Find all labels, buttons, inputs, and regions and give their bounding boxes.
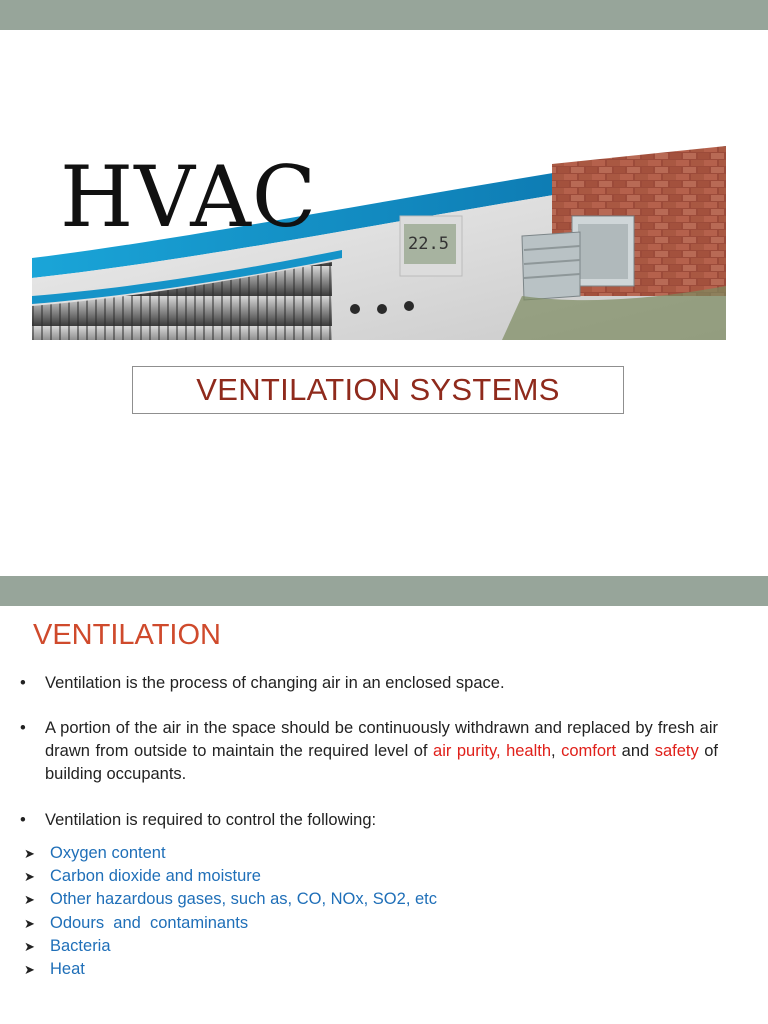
list-item: [24, 865, 437, 888]
subtitle-text: VENTILATION SYSTEMS: [196, 372, 560, 407]
arrow-bullet-icon: ➤: [24, 961, 35, 977]
thermostat-reading: 22.5: [408, 234, 449, 254]
bullet-text-part: and: [616, 742, 655, 760]
bullet-dot: •: [20, 811, 26, 829]
list-item: [24, 935, 437, 958]
arrow-bullet-icon: ➤: [24, 892, 35, 908]
slide-separator: [0, 566, 768, 576]
bullet-text: Ventilation is the process of changing air in an enclosed space.: [45, 674, 505, 692]
bullet-text-part: ,: [551, 742, 562, 760]
list-item-text: Heat: [50, 959, 85, 978]
bullet-text: [45, 717, 718, 786]
controls-list: [24, 842, 437, 981]
arrow-bullet-icon: ➤: [24, 938, 35, 954]
bullet-item: [20, 717, 718, 786]
arrow-bullet-icon: ➤: [24, 846, 35, 861]
list-item-text: Odours and contaminants: [50, 913, 249, 932]
highlight-text: safety: [654, 742, 699, 760]
bullet-dot: •: [20, 674, 26, 692]
bullet-item: [20, 809, 718, 832]
highlight-text: air purity, health: [433, 742, 552, 760]
bullet-text-part: of building occupants.: [45, 742, 718, 783]
list-item: [24, 842, 437, 865]
bullet-item: [20, 672, 718, 695]
list-item: [24, 912, 437, 935]
bullet-dot: •: [20, 719, 26, 737]
hvac-title: HVAC: [60, 148, 318, 246]
arrow-bullet-icon: ➤: [24, 869, 35, 885]
bullet-text-part: A portion of the air in the space should be continuously withdrawn and replaced by fresh air drawn from outside to maintain the required level of: [45, 719, 718, 760]
arrow-bullet-icon: ➤: [24, 915, 35, 931]
list-item-text: Bacteria: [50, 936, 111, 955]
slide-header-bar: [0, 0, 768, 30]
list-item: [24, 888, 437, 911]
list-item-text: Other hazardous gases, such as, CO, NOx, SO2, etc: [50, 890, 438, 909]
list-item: [24, 958, 437, 981]
highlight-text: comfort: [561, 742, 617, 760]
slide-title: VENTILATION: [33, 619, 221, 651]
list-item-text: Carbon dioxide and moisture: [50, 867, 261, 886]
bullet-text: Ventilation is required to control the following:: [45, 811, 377, 829]
list-item-text: Oxygen content: [50, 844, 166, 862]
slide-header-bar: [0, 576, 768, 606]
subtitle-box: [132, 366, 624, 414]
